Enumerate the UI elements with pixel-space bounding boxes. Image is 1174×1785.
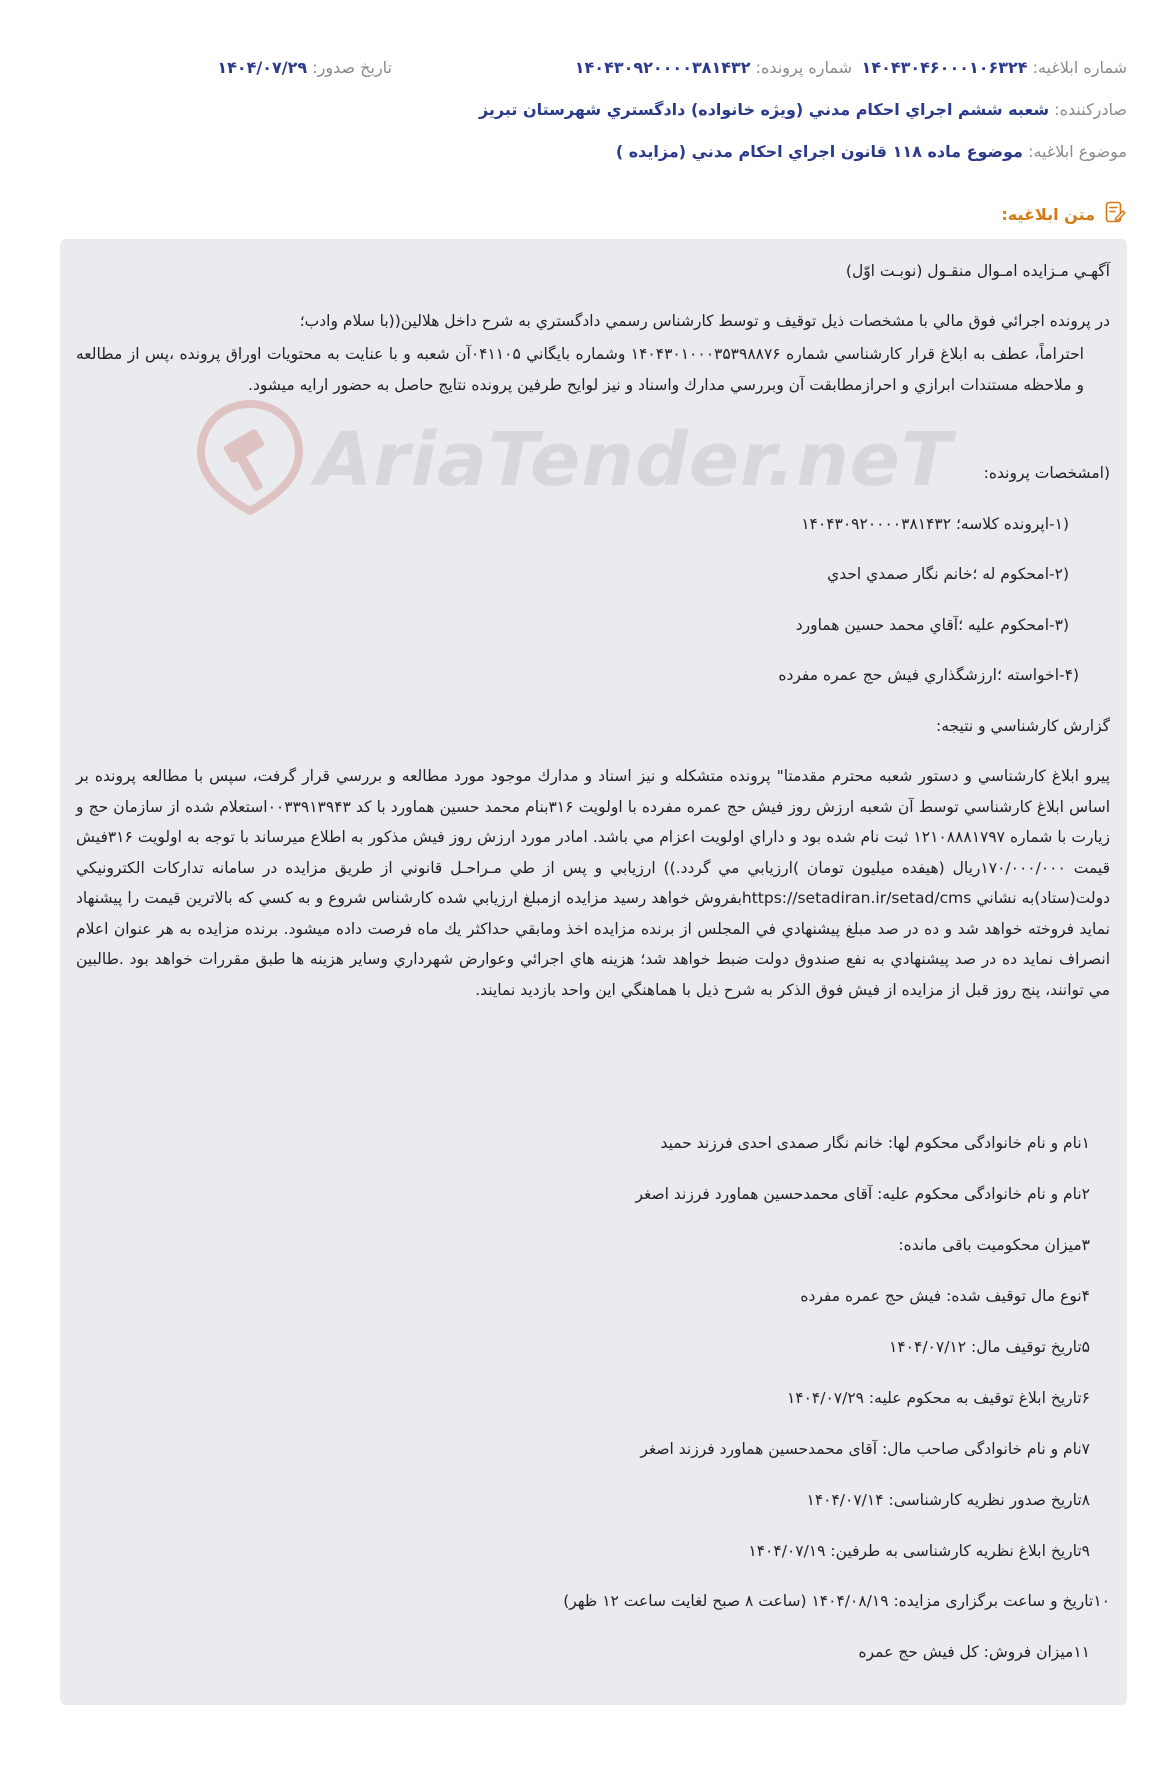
notice-number [862,58,1127,77]
case-number-value: ۱۴۰۴۳۰۹۲۰۰۰۰۳۸۱۴۳۲ [574,58,751,77]
issuer-label: صادرکننده: [1054,100,1127,119]
section-header [1001,200,1127,228]
case-number [575,58,852,77]
issue-date-value: ۱۴۰۴/۰۷/۲۹ [217,58,308,77]
issuer-value: شعبه ششم اجراي احكام مدني (ويژه خانواده) دادگستري شهرستان تبريز [478,100,1050,119]
subject-value: موضوع ماده ۱۱۸ قانون اجراي احكام مدني (مزايده ) [615,142,1023,161]
section-title: متن ابلاغیه: [1001,204,1095,224]
detail-item-7: ۷نام و نام خانوادگی صاحب مال: آقای محمدحسین هماورد فرزند اصغر [640,1440,1090,1458]
detail-item-5: ۵تاریخ توقیف مال: ۱۴۰۴/۰۷/۱۲ [889,1338,1090,1356]
case-spec-4: (۴-اخواسته ؛ارزشگذاري فيش حج عمره مفرده [778,666,1079,684]
detail-item-10: ۱۰تاریخ و ساعت برگزاری مزایده: ۱۴۰۴/۰۸/۱۹ (ساعت ۸ صبح لغایت ساعت ۱۲ ظهر) [563,1592,1110,1610]
detail-item-11: ۱۱میزان فروش: کل فیش حج عمره [858,1643,1090,1661]
detail-item-2: ۲نام و نام خانوادگی محکوم علیه: آقای محمدحسین هماورد فرزند اصغر [635,1185,1090,1203]
case-spec-3: (۳-امحكوم عليه ؛آقاي محمد حسين هماورد [795,616,1069,634]
subject-label: موضوع ابلاغیه: [1028,142,1127,161]
notice-number-value: ۱۴۰۴۳۰۴۶۰۰۰۱۰۶۳۲۴ [861,58,1028,77]
issuer-line [479,100,1127,119]
detail-item-4: ۴نوع مال توقیف شده: فیش حج عمره مفرده [800,1287,1090,1305]
watermark-text: AriaTender.neT [315,416,953,503]
expert-intro-paragraph: احتراماً، عطف به ابلاغ قرار كارشناسي شماره ۱۴۰۴۳۰۱۰۰۰۳۵۳۹۸۸۷۶ وشماره بايگاني ۰۴۱۱۰۵آن شعبه و با عنايت به محتويات اوراق پرونده ،پس از مطالعه و ملاحظه مستندات ابرازي و احرازمطابقت آن وبررسي مدارك واسناد و نيز لوايح طرفين پرونده نتايج حاصل به حضور ارايه ميشود. [76,345,1084,394]
case-spec-1: (۱-اپرونده كلاسه؛ ۱۴۰۴۳۰۹۲۰۰۰۰۳۸۱۴۳۲ [801,515,1069,533]
subject-line [616,142,1127,161]
auction-heading: آگهـي مـزايده امـوال منقـول (نوبـت اوّل) [845,262,1110,280]
detail-item-1: ۱نام و نام خانوادگی محکوم لها: خانم نگار صمدی احدی فرزند حمید [660,1134,1090,1152]
issue-date-label: تاریخ صدور: [312,58,392,77]
report-title: گزارش كارشناسي و نتيجه: [936,717,1110,735]
notice-meta-row [60,58,1127,82]
notice-number-label: شماره ابلاغیه: [1032,58,1127,77]
case-specs-title: (امشخصات پرونده: [983,464,1110,482]
case-spec-2: (۲-امحكوم له ؛خانم نگار صمدي احدي [827,565,1069,583]
intro-paragraph: در پرونده اجرائي فوق مالي با مشخصات ذيل توقيف و توسط كارشناس رسمي دادگستري به شرح داخل هلالين((با سلام وادب؛ [299,312,1110,330]
detail-item-8: ۸تاریخ صدور نظریه کارشناسی: ۱۴۰۴/۰۷/۱۴ [806,1491,1090,1509]
detail-item-9: ۹تاریخ ابلاغ نظریه کارشناسی به طرفین: ۱۴۰۴/۰۷/۱۹ [748,1542,1090,1560]
detail-item-6: ۶تاریخ ابلاغ توقیف به محکوم علیه: ۱۴۰۴/۰۷/۲۹ [786,1389,1090,1407]
detail-item-3: ۳میزان محکومیت باقی مانده: [898,1236,1090,1254]
document-edit-icon [1103,200,1127,228]
case-number-label: شماره پرونده: [755,58,852,77]
report-paragraph: پيرو ابلاغ كارشناسي و دستور شعبه محترم مقدمتا" پرونده متشكله و نيز اسناد و مدارك موجود مورد مطالعه و بررسي قرار گرفت، سپس با مطالعه پرونده بر اساس ابلاغ كارشناسي توسط آن شعبه ارزش روز فيش حج عمره مفرده با اولويت ۳۱۶بنام محمد حسين هماورد با كد ۰۰۳۳۹۱۳۹۴۳استعلام شده از سازمان حج و زيارت با شماره ۱۲۱۰۸۸۸۱۷۹۷ ثبت نام شده بود و داراي اولويت اعزام مي باشد. امادر مورد ارزش روز فيش مذكور به اطلاع ميرساند با توجه به اولويت ۳۱۶فيش قيمت ۱۷۰/۰۰۰/۰۰۰ريال (هيفده ميليون تومان )ارزيابي مي گردد.)) ارزيابي و پس از طي مـراحـل قانوني از طريق مزايده در سامانه تداركات الكترونيكي دولت(ستاد)به نشاني https://setadiran.ir/setad/cmsبفروش خواهد رسيد مزايده ازمبلغ ارزيابي شده كارشناس شروع و به كسي كه بالاترين قيمت را پيشنهاد نمايد فروخته خواهد شد و ده در صد مبلغ پيشنهادي في المجلس از برنده مزايده اخذ ومابقي حداكثر يك ماه فرصت داده ميشود. برنده مزايده به هر عنوان اعلام انصراف نمايد ده در صد پيشنهادي به نفع صندوق دولت ضبط خواهد شد؛ هزينه هاي اجرائي وعوارض شهرداري وساير هزينه ها طبق مقررات خواهد بود .طالبين مي توانند، پنج روز قبل از مزايده از فيش فوق الذكر به شرح ذيل با هماهنگي اين واحد بازديد نمايند. [76,767,1111,999]
issue-date [217,58,392,77]
